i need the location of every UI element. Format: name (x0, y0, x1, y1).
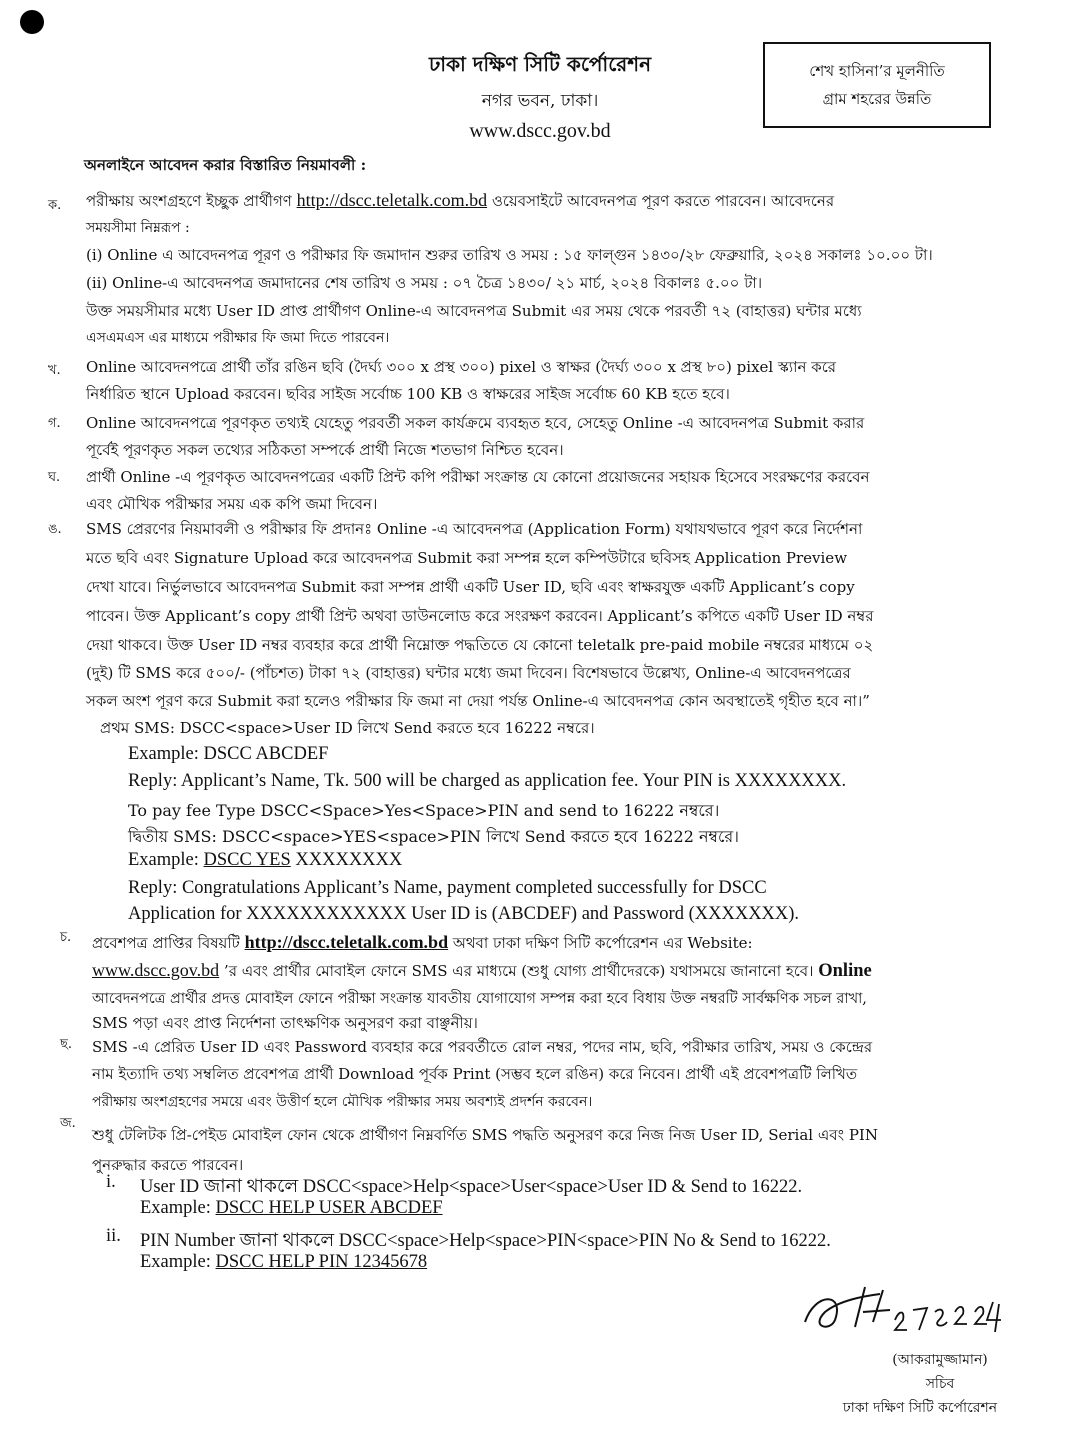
org-website: www.dscc.gov.bd (469, 120, 611, 142)
second-sms-reply: Reply: Congratulations Applicant’s Name, payment completed successfully for DSCC (128, 878, 767, 898)
item-ka-schedule-start: (i) Online এ আবেদনপত্র পূরণ ও পরীক্ষার ফি জমাদান শুরুর তারিখ ও সময় : ১৫ ফাল্গুন ১৪৩০/২৮ ফেব্রুয়ারি, ২০২৪ সকালঃ ১০.০০ টা। (86, 246, 933, 264)
item-nga-line: দেয়া থাকবে। উক্ত User ID নম্বর ব্যবহার করে প্রার্থী নিম্নোক্ত পদ্ধতিতে যে কোনো teletalk pre-paid mobile নম্বরের মাধ্যমে ০২ (86, 636, 874, 654)
item-gha-line: প্রার্থী Online -এ পূরণকৃত আবেদনপত্রের একটি প্রিন্ট কপি পরীক্ষা সংক্রান্ত যে কোনো প্রয়োজনের সহায়ক হিসেবে সংরক্ষণের করবেন (86, 468, 870, 486)
item-cha-text-c: ’র এবং প্রার্থীর মোবাইল ফোনে SMS এর মাধ্যমে (শুধু যোগ্য প্রার্থীদেরকে) যথাসময়ে জানানো হবে। (219, 962, 819, 980)
second-sms-example-label: Example: (128, 850, 204, 870)
signatory-title: সচিব (925, 1376, 955, 1392)
item-nga-line: মতে ছবি এবং Signature Upload করে আবেদনপত্র Submit করা সম্পন্ন হলে কম্পিউটারে ছবিসহ Application Preview (86, 549, 848, 567)
item-marker-ja: জ. (60, 1116, 76, 1131)
item-nga-line: (দুই) টি SMS করে ৫০০/- (পাঁচশত) টাকা ৭২ (বাহাত্তর) ঘন্টার মধ্যে জমা দিবেন। বিশেষভাবে উল্লেখ্য, Online-এ আবেদনপত্রের (86, 664, 851, 682)
second-sms-instruction: দ্বিতীয় SMS: DSCC<space>YES<space>PIN লিখে Send করতে হবে 16222 নম্বরে। (128, 827, 739, 846)
second-sms-example-pin: XXXXXXXX (290, 850, 403, 870)
item-marker-chha: ছ. (60, 1037, 73, 1052)
userid-recovery-instruction: User ID জানা থাকলে DSCC<space>Help<space>User<space>User ID & Send to 16222. (140, 1177, 803, 1197)
item-ka-text-a: পরীক্ষায় অংশগ্রহণে ইচ্ছুক প্রার্থীগণ (86, 192, 297, 210)
item-chha-line: পরীক্ষায় অংশগ্রহণের সময়ে এবং উত্তীর্ণ হলে মৌখিক পরীক্ষার সময় অবশ্যই প্রদর্শন করবেন। (92, 1094, 593, 1110)
item-cha-line (92, 932, 753, 957)
item-ja-line: পুনরুদ্ধার করতে পারবেন। (92, 1156, 244, 1174)
item-cha-line: আবেদনপত্রে প্রার্থীর প্রদত্ত মোবাইল ফোনে পরীক্ষা সংক্রান্ত যাবতীয় যোগাযোগ সম্পন্ন করা হবে বিধায় উক্ত নম্বরটি সার্বক্ষণিক সচল রাখা, (92, 991, 867, 1007)
userid-example-label: Example: (140, 1198, 216, 1218)
teletalk-link[interactable]: http://dscc.teletalk.com.bd (296, 190, 488, 210)
pin-recovery-example (140, 1252, 427, 1273)
item-ka-line: উক্ত সময়সীমার মধ্যে User ID প্রাপ্ত প্রার্থীগণ Online-এ আবেদনপত্র Submit এর সময় থেকে পরবর্তী ৭২ (বাহাত্তর) ঘন্টার মধ্যে (86, 302, 862, 320)
item-kha-line: নির্ধারিত স্থানে Upload করবেন। ছবির সাইজ সর্বোচ্চ 100 KB ও স্বাক্ষরের সাইজ সর্বোচ্চ 60 KB হতে হবে। (86, 385, 730, 403)
pin-recovery-instruction: PIN Number জানা থাকলে DSCC<space>Help<space>PIN<space>PIN No & Send to 16222. (140, 1231, 831, 1251)
item-kha-line: Online আবেদনপত্রে প্রার্থী তাঁর রঙিন ছবি (দৈর্ঘ্য ৩০০ x প্রস্থ ৩০০) pixel ও স্বাক্ষর (দৈর্ঘ্য ৩০০ x প্রস্থ ৮০) pixel স্ক্যান করে (86, 358, 836, 376)
sub-item-marker-i: i. (106, 1172, 116, 1192)
item-nga-line: SMS প্রেরণের নিয়মাবলী ও পরীক্ষার ফি প্রদানঃ Online -এ আবেদনপত্র (Application Form) যথাযথভাবে পূরণ করে নির্দেশনা (86, 520, 863, 538)
userid-example-code: DSCC HELP USER ABCDEF (215, 1198, 443, 1218)
first-sms-reply: Reply: Applicant’s Name, Tk. 500 will be charged as application fee. Your PIN is XXXXXXXX. (128, 771, 847, 791)
item-marker-kha: খ. (48, 363, 61, 378)
item-ga-line: পূর্বেই পূরণকৃত সকল তথ্যের সঠিকতা সম্পর্কে প্রার্থী নিজে শতভাগ নিশ্চিত হবেন। (86, 441, 564, 459)
first-sms-example: Example: DSCC ABCDEF (128, 744, 329, 764)
item-marker-gha: ঘ. (48, 470, 61, 485)
item-marker-nga: ঙ. (48, 522, 62, 537)
item-ka-text-b: ওয়েবসাইটে আবেদনপত্র পূরণ করতে পারবেন। আবেদনের (487, 192, 835, 210)
org-address: নগর ভবন, ঢাকা। (481, 91, 599, 111)
item-ka-line (86, 190, 834, 215)
userid-recovery-example (140, 1198, 443, 1219)
instructions-heading: অনলাইনে আবেদন করার বিস্তারিত নিয়মাবলী : (84, 156, 367, 174)
item-ga-line: Online আবেদনপত্রে পূরণকৃত তথ্যই যেহেতু পরবর্তী সকল কার্যক্রমে ব্যবহৃত হবে, সেহেতু Online -এ আবেদনপত্র Submit করার (86, 414, 865, 432)
second-sms-reply-cont: Application for XXXXXXXXXXXX User ID is (ABCDEF) and Password (XXXXXXX). (128, 904, 800, 924)
item-marker-ga: গ. (48, 416, 61, 431)
punch-hole-mark (20, 10, 44, 34)
sub-item-marker-ii: ii. (106, 1226, 121, 1246)
signatory-org: ঢাকা দক্ষিণ সিটি কর্পোরেশন (842, 1400, 998, 1416)
item-cha-online: Online (818, 961, 872, 981)
item-gha-line: এবং মৌখিক পরীক্ষার সময় এক কপি জমা দিবেন। (86, 495, 378, 513)
pin-example-code: DSCC HELP PIN 12345678 (215, 1252, 428, 1272)
item-marker-ka: ক. (48, 198, 62, 213)
signatory-name: (আকরামুজ্জামান) (892, 1352, 988, 1368)
item-chha-line: SMS -এ প্রেরিত User ID এবং Password ব্যবহার করে পরবর্তীতে রোল নম্বর, পদের নাম, ছবি, পরীক্ষার তারিখ, সময় ও কেন্দ্রের (92, 1038, 873, 1056)
second-sms-example-code: DSCC YES (203, 850, 291, 870)
first-sms-instruction: প্রথম SMS: DSCC<space>User ID লিখে Send করতে হবে 16222 নম্বরে। (100, 719, 595, 737)
item-cha-text-b: অথবা ঢাকা দক্ষিণ সিটি কর্পোরেশন এর Website: (448, 934, 753, 952)
item-cha-line: SMS পড়া এবং প্রাপ্ত নির্দেশনা তাৎক্ষণিক অনুসরণ করা বাঞ্ছনীয়। (92, 1014, 478, 1032)
item-ka-schedule-end: (ii) Online-এ আবেদনপত্র জমাদানের শেষ তারিখ ও সময় : ০৭ চৈত্র ১৪৩০/ ২১ মার্চ, ২০২৪ বিকালঃ ৫.০০ টা। (86, 274, 763, 292)
item-ka-line: সময়সীমা নিম্নরূপ : (86, 220, 190, 236)
second-sms-example (128, 850, 402, 871)
item-marker-cha: চ. (60, 930, 72, 945)
handwritten-signature (795, 1282, 1015, 1342)
org-title: ঢাকা দক্ষিণ সিটি কর্পোরেশন (428, 52, 652, 76)
item-nga-line: সকল অংশ পূরণ করে Submit করা হলেও পরীক্ষার ফি জমা না দেয়া পর্যন্ত Online-এ আবেদনপত্র কোন অবস্থাতেই গৃহীত হবে না।” (86, 692, 870, 710)
item-chha-line: নাম ইত্যাদি তথ্য সম্বলিত প্রবেশপত্র প্রার্থী Download পূর্বক Print (সম্ভব হলে রঙিন) করে নিবেন। প্রার্থী এই প্রবেশপত্রটি লিখিত (92, 1065, 858, 1083)
pin-example-label: Example: (140, 1252, 216, 1272)
motto-box (763, 42, 991, 128)
motto-line-2: গ্রাম শহরের উন্নতি (822, 90, 932, 108)
admit-card-link[interactable]: http://dscc.teletalk.com.bd (244, 932, 449, 952)
item-cha-line (92, 960, 872, 985)
dscc-website-link[interactable]: www.dscc.gov.bd (92, 960, 220, 980)
item-ja-line: শুধু টেলিটক প্রি-পেইড মোবাইল ফোন থেকে প্রার্থীগণ নিম্নবর্ণিত SMS পদ্ধতি অনুসরণ করে নিজ নিজ User ID, Serial এবং PIN (92, 1126, 878, 1144)
motto-line-1: শেখ হাসিনা’র মূলনীতি (809, 62, 945, 80)
item-ka-line: এসএমএস এর মাধ্যমে পরীক্ষার ফি জমা দিতে পারবেন। (86, 330, 390, 346)
item-nga-line: দেখা যাবে। নির্ভুলভাবে আবেদনপত্র Submit করা সম্পন্ন প্রার্থী একটি User ID, ছবি এবং স্বাক্ষরযুক্ত একটি Applicant’s copy (86, 578, 855, 596)
item-cha-text-a: প্রবেশপত্র প্রাপ্তির বিষয়টি (92, 934, 245, 952)
pay-fee-instruction: To pay fee Type DSCC<Space>Yes<Space>PIN and send to 16222 নম্বরে। (128, 801, 720, 820)
item-nga-line: পাবেন। উক্ত Applicant’s copy প্রার্থী প্রিন্ট অথবা ডাউনলোড করে সংরক্ষণ করবেন। Applicant’s কপিতে একটি User ID নম্বর (86, 607, 874, 625)
